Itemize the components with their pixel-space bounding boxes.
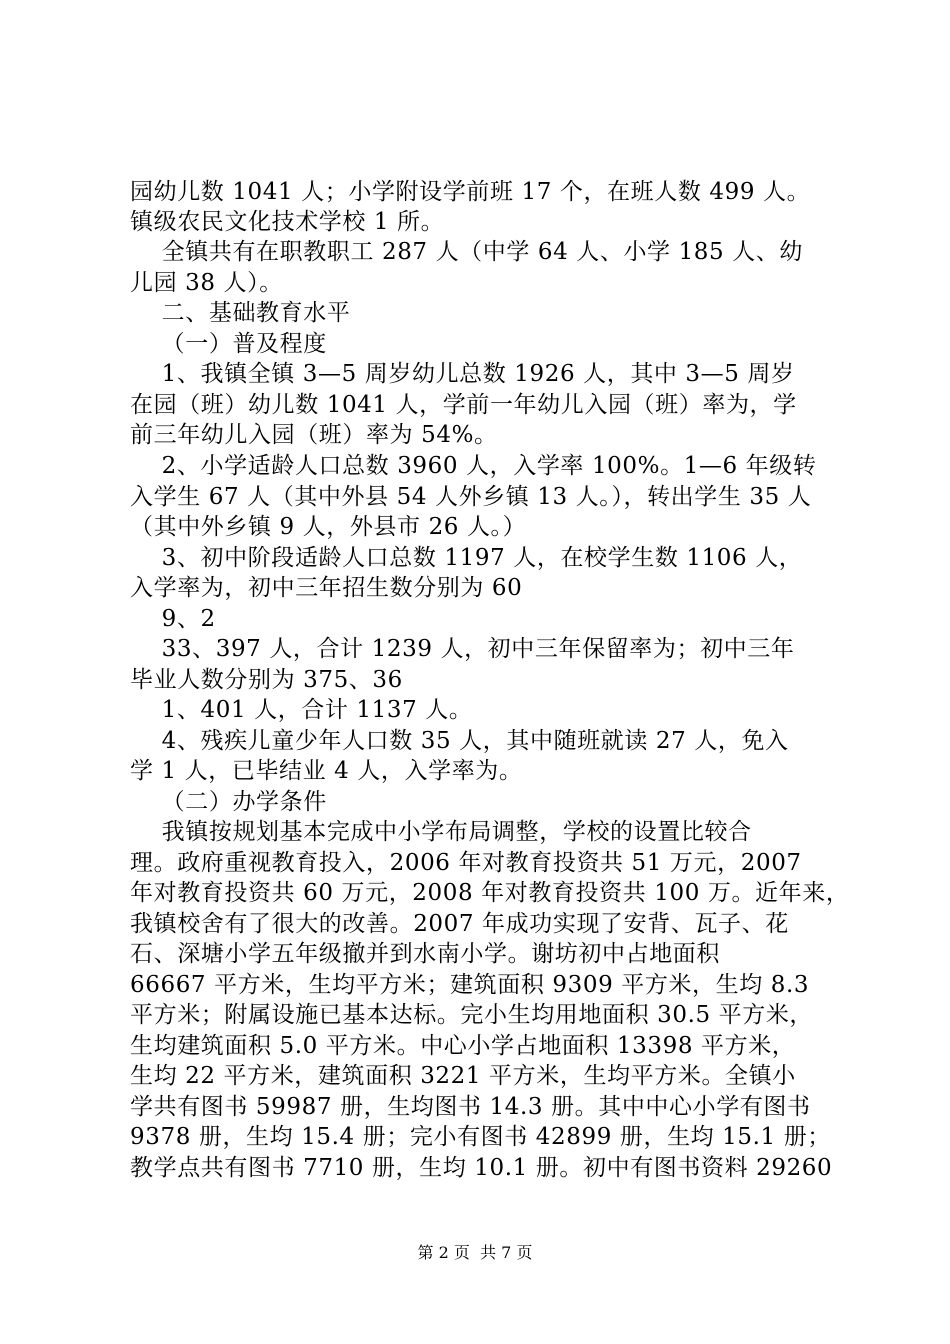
text-line: 66667 平方米，生均平方米；建筑面积 9309 平方米，生均 8.3: [130, 972, 810, 998]
text-line: 年对教育投资共 60 万元，2008 年对教育投资共 100 万。近年来，: [130, 880, 850, 906]
text-line: 2、小学适龄人口总数 3960 人，入学率 100%。1—6 年级转: [130, 453, 817, 479]
text-line: 33、397 人，合计 1239 人，初中三年保留率为；初中三年: [130, 636, 795, 662]
text-line: 入学生 67 人（其中外县 54 人外乡镇 13 人。），转出学生 35 人: [130, 484, 812, 510]
text-line: 儿园 38 人）。: [130, 270, 283, 296]
text-line: 学 1 人，已毕结业 4 人，入学率为。: [130, 758, 523, 784]
text-line: 石、深塘小学五年级撤并到水南小学。谢坊初中占地面积: [130, 941, 720, 967]
text-line: （其中外乡镇 9 人，外县市 26 人。）: [130, 514, 527, 540]
text-line: 镇级农民文化技术学校 1 所。: [130, 209, 445, 235]
text-line: 二、基础教育水平: [130, 300, 351, 326]
text-line: （二）办学条件: [130, 789, 327, 815]
text-line: 平方米；附属设施已基本达标。完小生均用地面积 30.5 平方米，: [130, 1002, 814, 1028]
text-line: 1、我镇全镇 3—5 周岁幼儿总数 1926 人，其中 3—5 周岁: [130, 361, 795, 387]
text-line: 我镇按规划基本完成中小学布局调整，学校的设置比较合: [130, 819, 752, 845]
text-line: 3、初中阶段适龄人口总数 1197 人，在校学生数 1106 人，: [130, 545, 803, 571]
text-line: 学共有图书 59987 册，生均图书 14.3 册。其中中心小学有图书: [130, 1094, 811, 1120]
text-line: 入学率为，初中三年招生数分别为 60: [130, 575, 523, 601]
text-line: 园幼儿数 1041 人；小学附设学前班 17 个，在班人数 499 人。: [130, 179, 811, 205]
text-line: 9、2: [130, 606, 216, 632]
text-line: 4、残疾儿童少年人口数 35 人，其中随班就读 27 人，免入: [130, 728, 789, 754]
text-line: 9378 册，生均 15.4 册；完小有图书 42899 册，生均 15.1 册；: [130, 1124, 831, 1150]
text-line: 生均建筑面积 5.0 平方米。中心小学占地面积 13398 平方米，: [130, 1033, 796, 1059]
text-line: 我镇校舍有了很大的改善。2007 年成功实现了安背、瓦子、花: [130, 911, 789, 937]
text-line: 前三年幼儿入园（班）率为 54%。: [130, 422, 498, 448]
text-line: 教学点共有图书 7710 册，生均 10.1 册。初中有图书资料 29260: [130, 1155, 833, 1181]
text-line: 毕业人数分别为 375、36: [130, 667, 403, 693]
text-line: 全镇共有在职教职工 287 人（中学 64 人、小学 185 人、幼: [130, 239, 803, 265]
text-line: （一）普及程度: [130, 331, 327, 357]
page-footer: 第 2 页 共 7 页: [417, 1243, 533, 1262]
text-line: 1、401 人，合计 1137 人。: [130, 697, 473, 723]
text-line: 生均 22 平方米，建筑面积 3221 平方米，生均平方米。全镇小: [130, 1063, 796, 1089]
text-line: 在园（班）幼儿数 1041 人，学前一年幼儿入园（班）率为，学: [130, 392, 797, 418]
text-line: 理。政府重视教育投入，2006 年对教育投资共 51 万元，2007: [130, 850, 802, 876]
